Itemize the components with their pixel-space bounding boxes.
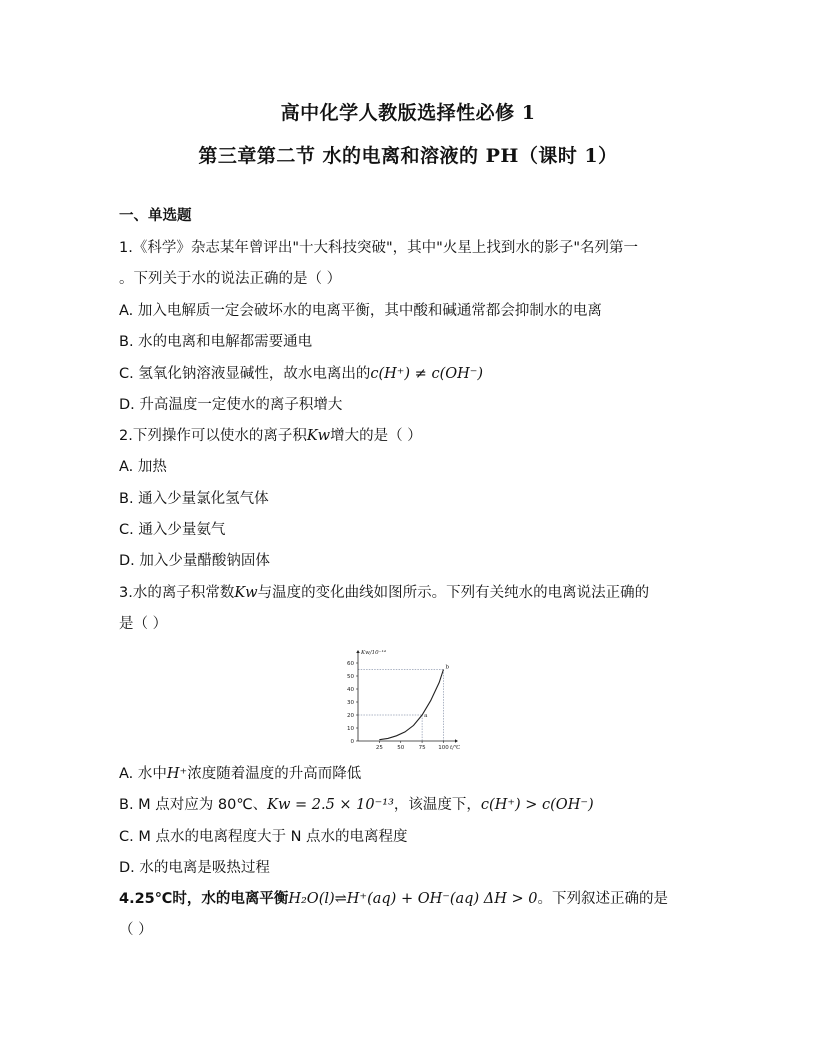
- q4-stem-text: 4.25℃时，水的电离平衡: [119, 891, 289, 907]
- point-label-a: a: [424, 713, 428, 719]
- chart-x-axis-label: t/℃: [450, 745, 460, 751]
- section-heading: 一、单选题: [119, 208, 192, 224]
- q4-stem-text-end: 。下列叙述正确的是: [537, 891, 668, 907]
- q1-option-b: B. 水的电离和电解都需要通电: [119, 334, 313, 350]
- q3-option-a-text: A. 水中: [119, 766, 167, 782]
- q3-option-a-formula: H⁺: [166, 766, 188, 782]
- y-axis-arrow-icon: [356, 650, 360, 653]
- q4-equilibrium-formula: H₂O(l)⇌H⁺(aq) + OH⁻(aq) ΔH > 0: [288, 891, 538, 907]
- q1-option-c-text: C. 氢氧化钠溶液显碱性，故水电离出的: [119, 366, 371, 382]
- q3-option-b-formula-2: c(H⁺) > c(OH⁻): [480, 797, 594, 813]
- q3-option-b-formula-1: Kw = 2.5 × 10⁻¹³: [267, 797, 394, 813]
- y-tick-label: 60: [347, 661, 354, 667]
- q3-stem-text-end: 与温度的变化曲线如图所示。下列有关纯水的电离说法正确的: [257, 585, 650, 601]
- q3-stem-line1: [119, 583, 649, 603]
- q4-stem-line1: [119, 889, 668, 909]
- chart-point-labels: [424, 665, 449, 720]
- chart-guides: [358, 670, 443, 742]
- q3-kw-symbol: Kw: [234, 585, 258, 601]
- q2-option-b: B. 通入少量氯化氢气体: [119, 491, 269, 507]
- q3-option-b-text: B. M 点对应为 80℃、: [119, 797, 268, 813]
- y-tick-label: 40: [347, 687, 354, 693]
- chart-axes: [356, 650, 458, 743]
- chart-ticks: [347, 661, 449, 751]
- y-tick-label: 0: [350, 739, 354, 745]
- q2-stem: [119, 426, 422, 446]
- q3-option-a: [119, 764, 361, 784]
- q3-option-b-text-mid: ，该温度下，: [393, 797, 481, 813]
- q3-stem-text: 3.水的离子积常数: [119, 585, 235, 601]
- q1-option-a: A. 加入电解质一定会破坏水的电离平衡，其中酸和碱通常都会抑制水的电离: [119, 303, 602, 319]
- doc-subtitle: 第三章第二节 水的电离和溶液的 PH（课时 1）: [198, 145, 618, 167]
- chart-y-axis-label: Kw/10⁻¹⁴: [361, 650, 386, 656]
- y-tick-label: 30: [347, 700, 354, 706]
- q4-stem-line2: （ ）: [119, 922, 153, 938]
- q1-stem-line1: 1.《科学》杂志某年曾评出"十大科技突破"，其中"火星上找到水的影子"名列第一: [119, 240, 639, 256]
- q3-option-c: C. M 点水的电离程度大于 N 点水的电离程度: [119, 829, 408, 845]
- q3-option-d: D. 水的电离是吸热过程: [119, 860, 270, 876]
- x-tick-label: 100: [438, 745, 449, 751]
- q1-stem-line2: 。下列关于水的说法正确的是（ ）: [119, 271, 342, 287]
- y-tick-label: 10: [347, 726, 354, 732]
- y-tick-label: 50: [347, 674, 354, 680]
- y-tick-label: 20: [347, 713, 354, 719]
- q2-stem-text: 2.下列操作可以使水的离子积: [119, 428, 307, 444]
- q2-option-c: C. 通入少量氨气: [119, 522, 226, 538]
- q2-option-a: A. 加热: [119, 459, 167, 475]
- q3-option-a-text-end: 浓度随着温度的升高而降低: [187, 766, 362, 782]
- kw-curve: [379, 670, 443, 740]
- q1-option-c-formula: c(H⁺) ≠ c(OH⁻): [370, 366, 484, 382]
- q2-kw-symbol: Kw: [306, 428, 331, 444]
- x-tick-label: 25: [375, 745, 383, 751]
- x-tick-label: 75: [418, 745, 426, 751]
- q1-option-d: D. 升高温度一定使水的离子积增大: [119, 397, 343, 413]
- x-tick-label: 50: [397, 745, 405, 751]
- point-label-b: b: [445, 664, 449, 671]
- q3-option-b: [119, 795, 594, 815]
- doc-title: 高中化学人教版选择性必修 1: [280, 102, 536, 124]
- q3-stem-line2: 是（ ）: [119, 616, 168, 632]
- q2-option-d: D. 加入少量醋酸钠固体: [119, 553, 270, 569]
- q2-stem-text-end: 增大的是（ ）: [330, 428, 422, 444]
- q1-option-c: [119, 364, 483, 384]
- kw-temperature-chart: [340, 645, 460, 757]
- x-axis-arrow-icon: [455, 739, 458, 743]
